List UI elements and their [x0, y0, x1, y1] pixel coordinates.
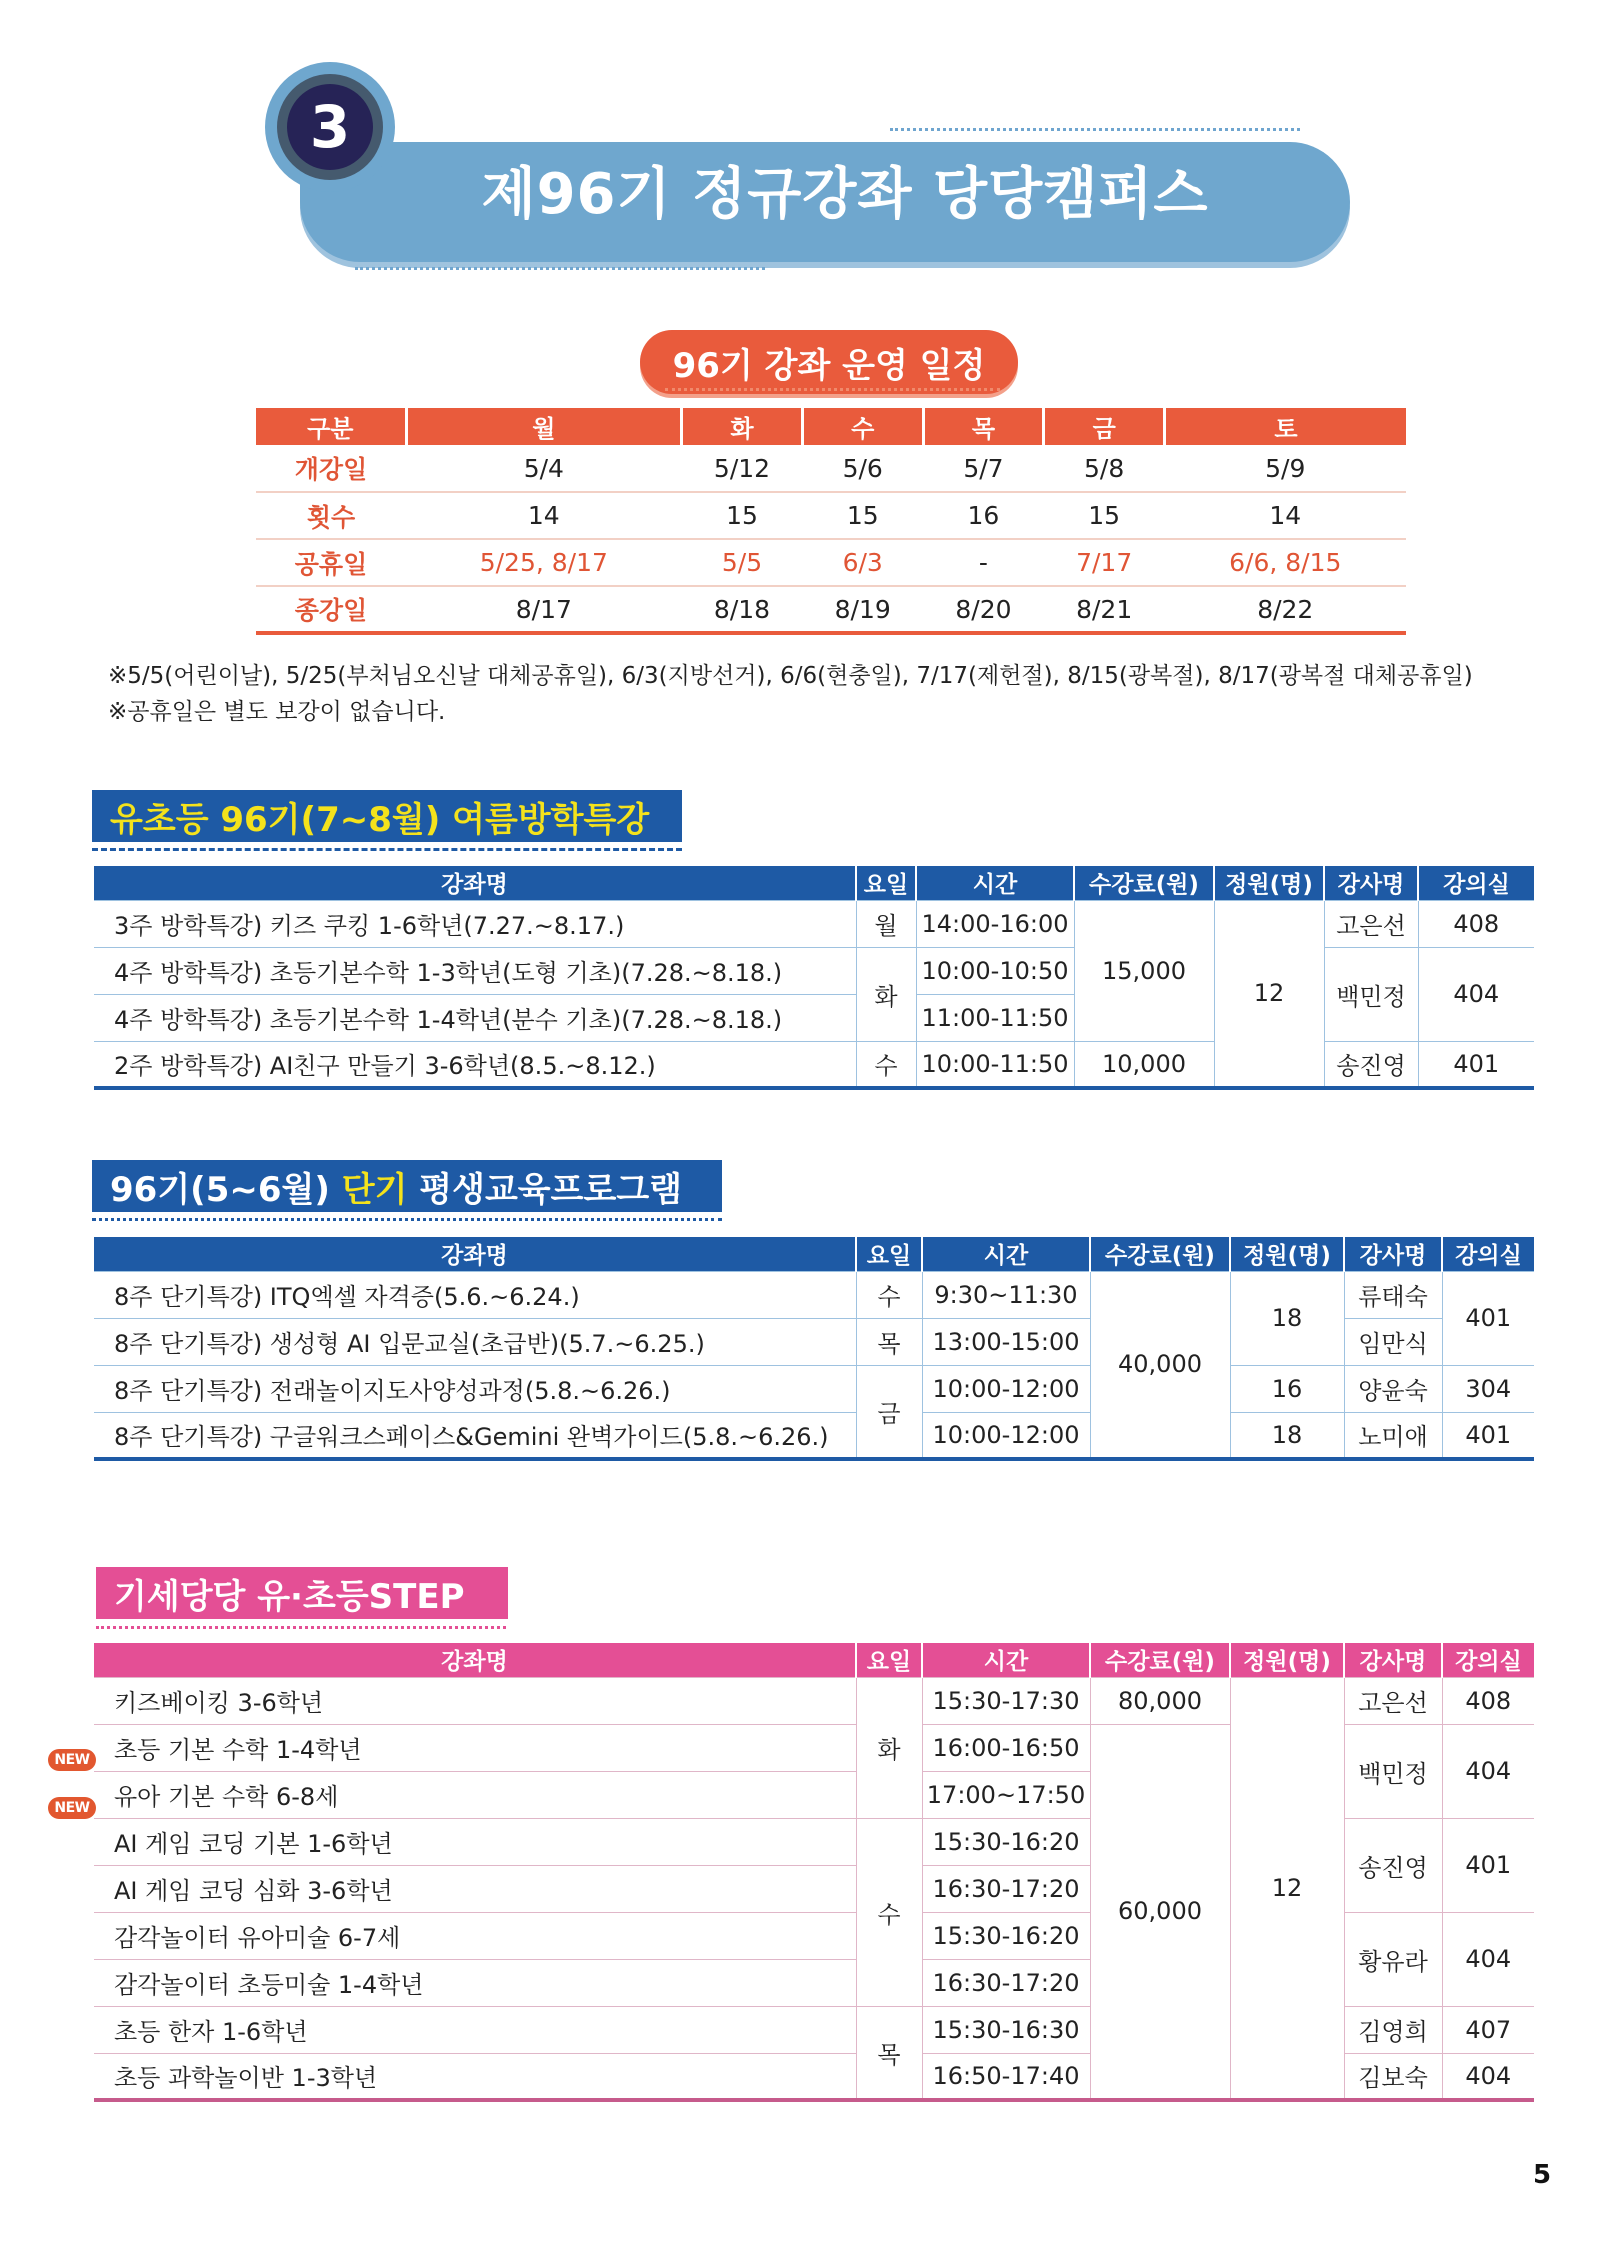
schedule-row-count — [256, 492, 1406, 539]
column-header: 수강료(원) — [1090, 1643, 1230, 1677]
room: 304 — [1442, 1365, 1534, 1412]
instructor: 고은선 — [1324, 900, 1418, 947]
dashed-divider — [92, 848, 682, 851]
cell: 5/7 — [923, 445, 1044, 492]
instructor: 백민정 — [1324, 947, 1418, 1041]
column-header: 정원(명) — [1230, 1643, 1344, 1677]
time: 14:00-16:00 — [916, 900, 1074, 947]
cell: 7/17 — [1044, 539, 1165, 586]
column-header: 강사명 — [1344, 1643, 1442, 1677]
time: 16:00-16:50 — [922, 1724, 1090, 1771]
schedule-row-start — [256, 445, 1406, 492]
schedule-header-row — [256, 408, 1406, 445]
column-header: 요일 — [856, 866, 916, 900]
time: 16:30-17:20 — [922, 1865, 1090, 1912]
row-label: 공휴일 — [256, 539, 406, 586]
course-name: 8주 단기특강) 생성형 AI 입문교실(초급반)(5.7.~6.25.) — [94, 1318, 856, 1365]
day: 수 — [856, 1818, 922, 2006]
room: 404 — [1418, 947, 1534, 1041]
column-header: 수강료(원) — [1074, 866, 1214, 900]
instructor: 송진영 — [1344, 1818, 1442, 1912]
course-name: 4주 방학특강) 초등기본수학 1-3학년(도형 기초)(7.28.~8.18.) — [94, 947, 856, 994]
row-label: 종강일 — [256, 586, 406, 633]
course-name: 초등 과학놀이반 1-3학년 — [94, 2053, 856, 2100]
short-course-table — [94, 1237, 1534, 1461]
dotted-divider — [92, 1218, 722, 1221]
cell: 5/8 — [1044, 445, 1165, 492]
cell: 6/6, 8/15 — [1165, 539, 1406, 586]
summer-section-heading — [92, 790, 682, 842]
cell: 8/17 — [406, 586, 682, 633]
step-course-table — [94, 1643, 1534, 2102]
time: 16:50-17:40 — [922, 2053, 1090, 2100]
course-name: 초등 기본 수학 1-4학년 — [94, 1724, 856, 1771]
column-header: 강의실 — [1418, 866, 1534, 900]
instructor: 류태숙 — [1344, 1271, 1442, 1318]
time: 15:30-17:30 — [922, 1677, 1090, 1724]
cell: 15 — [682, 492, 803, 539]
new-badge: NEW — [48, 1749, 96, 1771]
instructor: 황유라 — [1344, 1912, 1442, 2006]
room: 401 — [1418, 1041, 1534, 1088]
instructor: 송진영 — [1324, 1041, 1418, 1088]
room: 401 — [1442, 1818, 1534, 1912]
fee: 10,000 — [1074, 1041, 1214, 1088]
capacity: 12 — [1214, 900, 1324, 1088]
instructor: 고은선 — [1344, 1677, 1442, 1724]
badge-ring — [277, 74, 383, 180]
cell: 6/3 — [802, 539, 923, 586]
cell: 8/20 — [923, 586, 1044, 633]
room: 404 — [1442, 1912, 1534, 2006]
new-badge: NEW — [48, 1797, 96, 1819]
room: 408 — [1442, 1677, 1534, 1724]
note-line: ※공휴일은 별도 보강이 없습니다. — [108, 699, 446, 725]
column-header: 강의실 — [1442, 1237, 1534, 1271]
time: 15:30-16:30 — [922, 2006, 1090, 2053]
cell: 5/5 — [682, 539, 803, 586]
time: 17:00~17:50 — [922, 1771, 1090, 1818]
instructor: 양윤숙 — [1344, 1365, 1442, 1412]
time: 10:00-12:00 — [922, 1412, 1090, 1459]
schedule-row-holiday — [256, 539, 1406, 586]
fee: 15,000 — [1074, 900, 1214, 1041]
time: 11:00-11:50 — [916, 994, 1074, 1041]
column-header: 정원(명) — [1230, 1237, 1344, 1271]
schedule-row-end — [256, 586, 1406, 633]
day: 목 — [856, 2006, 922, 2100]
time: 10:00-11:50 — [916, 1041, 1074, 1088]
column-header: 목 — [923, 408, 1044, 445]
room: 404 — [1442, 1724, 1534, 1818]
column-header: 강사명 — [1324, 866, 1418, 900]
time: 16:30-17:20 — [922, 1959, 1090, 2006]
day: 수 — [856, 1041, 916, 1088]
column-header: 수 — [802, 408, 923, 445]
course-name: 3주 방학특강) 키즈 쿠킹 1-6학년(7.27.~8.17.) — [94, 900, 856, 947]
table-row — [94, 1365, 1534, 1412]
day: 월 — [856, 900, 916, 947]
instructor: 김영희 — [1344, 2006, 1442, 2053]
course-name: 8주 단기특강) 구글워크스페이스&Gemini 완벽가이드(5.8.~6.26.) — [94, 1412, 856, 1459]
column-header: 금 — [1044, 408, 1165, 445]
day: 목 — [856, 1318, 922, 1365]
column-header: 월 — [406, 408, 682, 445]
banner-bar — [300, 142, 1350, 262]
heading-text: 유초등 96기(7~8월) — [110, 799, 453, 840]
course-name: 초등 한자 1-6학년 — [94, 2006, 856, 2053]
course-name: 2주 방학특강) AI친구 만들기 3-6학년(8.5.~8.12.) — [94, 1041, 856, 1088]
column-header: 강사명 — [1344, 1237, 1442, 1271]
schedule-notes — [108, 658, 1473, 730]
column-header: 시간 — [922, 1237, 1090, 1271]
table-row — [94, 1271, 1534, 1318]
cell: 8/21 — [1044, 586, 1165, 633]
summer-course-table — [94, 866, 1534, 1090]
course-name: 유아 기본 수학 6-8세 — [94, 1771, 856, 1818]
step-section-heading — [96, 1567, 508, 1619]
day: 수 — [856, 1271, 922, 1318]
column-header: 토 — [1165, 408, 1406, 445]
column-header: 강좌명 — [94, 1237, 856, 1271]
dotted-divider — [96, 1626, 506, 1629]
short-section-heading — [92, 1160, 722, 1212]
course-name: 감각놀이터 유아미술 6-7세 — [94, 1912, 856, 1959]
column-header: 강의실 — [1442, 1643, 1534, 1677]
fee: 60,000 — [1090, 1724, 1230, 2100]
schedule-table — [256, 408, 1406, 635]
column-header: 정원(명) — [1214, 866, 1324, 900]
column-header: 시간 — [916, 866, 1074, 900]
column-header: 화 — [682, 408, 803, 445]
table-header-row — [94, 866, 1534, 900]
heading-highlight: 단기 — [341, 1169, 408, 1210]
cell: 15 — [802, 492, 923, 539]
time: 15:30-16:20 — [922, 1912, 1090, 1959]
column-header: 강좌명 — [94, 866, 856, 900]
day: 화 — [856, 1677, 922, 1818]
cell: - — [923, 539, 1044, 586]
cell: 5/12 — [682, 445, 803, 492]
column-header: 수강료(원) — [1090, 1237, 1230, 1271]
fee: 80,000 — [1090, 1677, 1230, 1724]
time: 9:30~11:30 — [922, 1271, 1090, 1318]
column-header: 구분 — [256, 408, 406, 445]
column-header: 시간 — [922, 1643, 1090, 1677]
page-title: 제96기 정규강좌 당당캠퍼스 — [481, 162, 1209, 227]
table-header-row — [94, 1237, 1534, 1271]
time: 10:00-12:00 — [922, 1365, 1090, 1412]
room: 401 — [1442, 1271, 1534, 1365]
page-number: 5 — [1533, 2160, 1552, 2190]
course-name: AI 게임 코딩 심화 3-6학년 — [94, 1865, 856, 1912]
heading-text: 기세당당 유·초등STEP — [114, 1576, 465, 1617]
table-row — [94, 900, 1534, 947]
room: 404 — [1442, 2053, 1534, 2100]
dotted-divider — [665, 388, 1000, 391]
table-header-row — [94, 1643, 1534, 1677]
capacity: 12 — [1230, 1677, 1344, 2100]
time: 15:30-16:20 — [922, 1818, 1090, 1865]
column-header: 요일 — [856, 1237, 922, 1271]
cell: 8/22 — [1165, 586, 1406, 633]
instructor: 노미애 — [1344, 1412, 1442, 1459]
note-line: ※5/5(어린이날), 5/25(부처님오신날 대체공휴일), 6/3(지방선거), 6/6(현충일), 7/17(제헌절), 8/15(광복절), 8/17(광복절 대체공휴일) — [108, 663, 1473, 689]
column-header: 요일 — [856, 1643, 922, 1677]
course-name: AI 게임 코딩 기본 1-6학년 — [94, 1818, 856, 1865]
capacity: 18 — [1230, 1271, 1344, 1365]
day: 금 — [856, 1365, 922, 1459]
course-name: 8주 단기특강) ITQ엑셀 자격증(5.6.~6.24.) — [94, 1271, 856, 1318]
heading-text: 평생교육프로그램 — [407, 1169, 683, 1210]
instructor: 김보숙 — [1344, 2053, 1442, 2100]
cell: 15 — [1044, 492, 1165, 539]
room: 407 — [1442, 2006, 1534, 2053]
cell: 5/9 — [1165, 445, 1406, 492]
cell: 8/19 — [802, 586, 923, 633]
row-label: 개강일 — [256, 445, 406, 492]
column-header: 강좌명 — [94, 1643, 856, 1677]
course-name: 4주 방학특강) 초등기본수학 1-4학년(분수 기초)(7.28.~8.18.) — [94, 994, 856, 1041]
room: 408 — [1418, 900, 1534, 947]
fee: 40,000 — [1090, 1271, 1230, 1459]
cell: 16 — [923, 492, 1044, 539]
cell: 14 — [406, 492, 682, 539]
row-label: 횟수 — [256, 492, 406, 539]
instructor: 백민정 — [1344, 1724, 1442, 1818]
table-row — [94, 1412, 1534, 1459]
heading-highlight: 여름방학특강 — [452, 799, 650, 840]
cell: 14 — [1165, 492, 1406, 539]
cell: 5/6 — [802, 445, 923, 492]
section-banner — [265, 62, 1365, 282]
capacity: 16 — [1230, 1365, 1344, 1412]
schedule-title: 96기 강좌 운영 일정 — [640, 330, 1018, 394]
day: 화 — [856, 947, 916, 1041]
course-name: 감각놀이터 초등미술 1-4학년 — [94, 1959, 856, 2006]
heading-text: 96기(5~6월) — [110, 1169, 342, 1210]
capacity: 18 — [1230, 1412, 1344, 1459]
cell: 8/18 — [682, 586, 803, 633]
time: 13:00-15:00 — [922, 1318, 1090, 1365]
room: 401 — [1442, 1412, 1534, 1459]
dotted-divider — [890, 128, 1300, 131]
course-name: 키즈베이킹 3-6학년 — [94, 1677, 856, 1724]
cell: 5/4 — [406, 445, 682, 492]
time: 10:00-10:50 — [916, 947, 1074, 994]
dotted-divider — [355, 267, 765, 270]
course-name: 8주 단기특강) 전래놀이지도사양성과정(5.8.~6.26.) — [94, 1365, 856, 1412]
section-number-badge — [265, 62, 395, 192]
instructor: 임만식 — [1344, 1318, 1442, 1365]
section-number: 3 — [287, 84, 373, 170]
table-row — [94, 1677, 1534, 1724]
cell: 5/25, 8/17 — [406, 539, 682, 586]
